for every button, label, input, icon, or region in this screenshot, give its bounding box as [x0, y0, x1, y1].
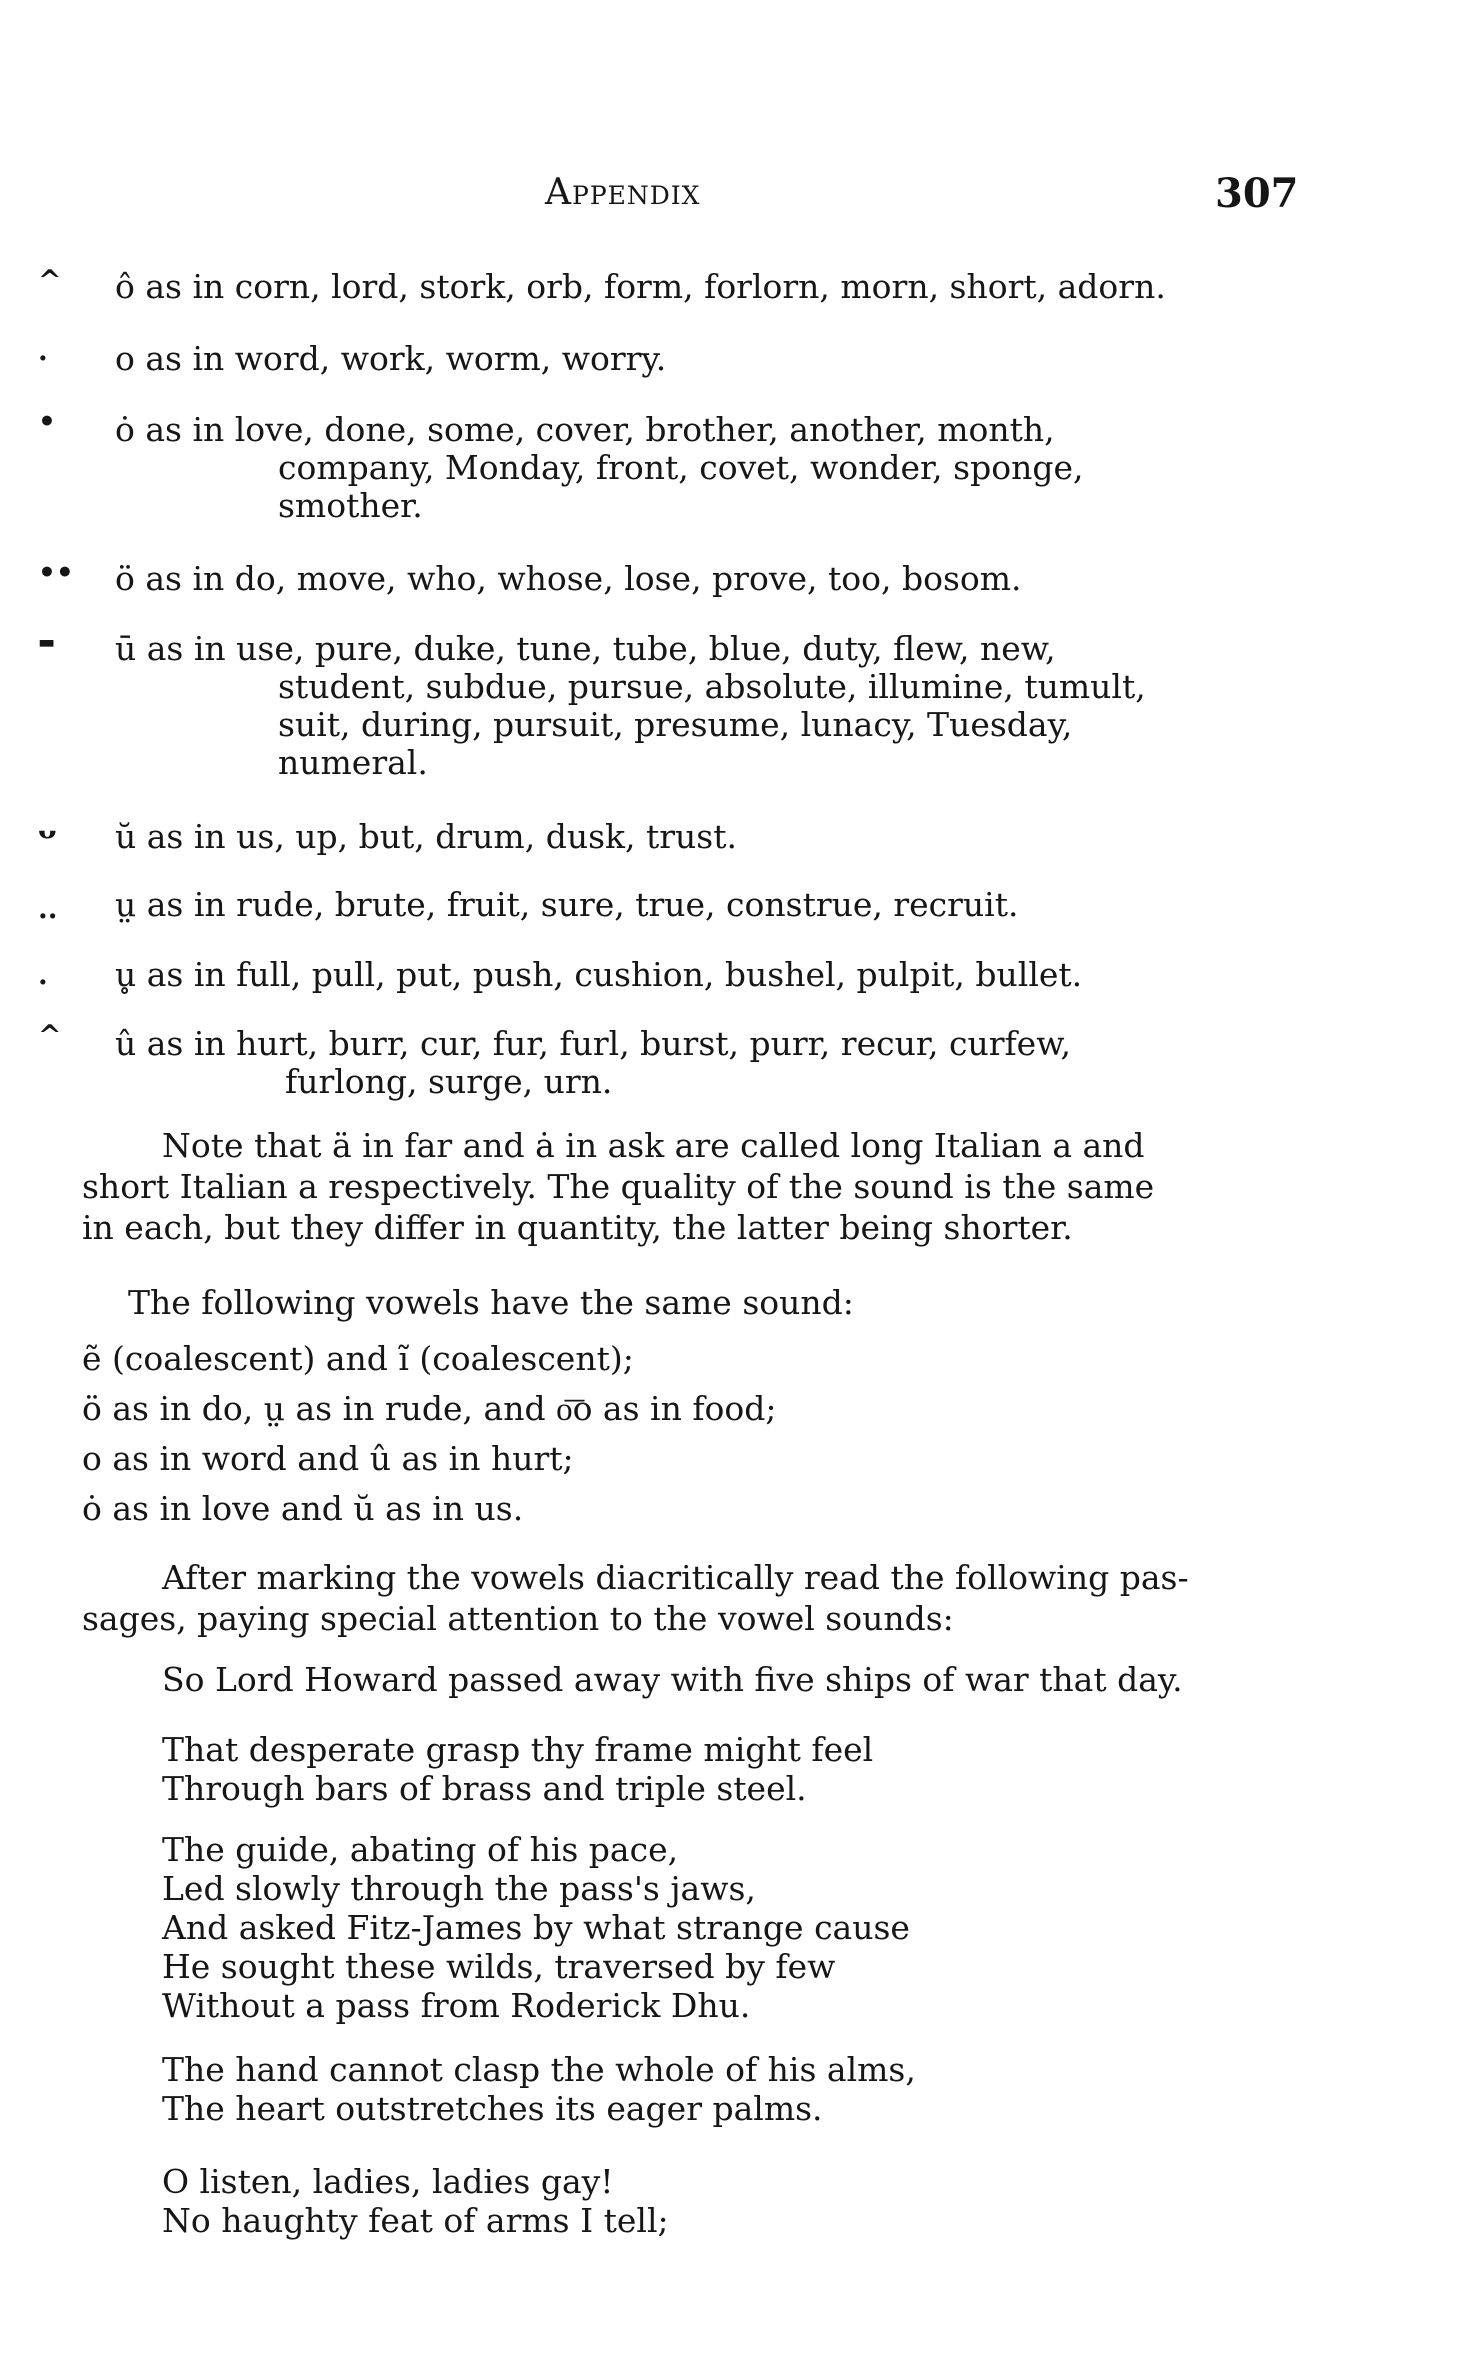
passage-line: And asked Fitz-James by what strange cause	[162, 1908, 910, 1947]
passage-line: Without a pass from Roderick Dhu.	[162, 1986, 751, 2025]
same-sound-list	[82, 1334, 777, 1534]
page-number: 307	[1215, 170, 1299, 217]
passage-line: So Lord Howard passed away with five ships of war that day.	[162, 1660, 1183, 1699]
margin-mark: •	[38, 405, 56, 438]
margin-mark: ..	[38, 892, 58, 925]
vowel-line: ṳ as in rude, brute, fruit, sure, true, construe, recruit.	[115, 885, 1019, 924]
passage-line: He sought these wilds, traversed by few	[162, 1947, 836, 1986]
vowel-line: ȯ as in love, done, some, cover, brother, another, month,	[115, 410, 1055, 449]
note-line: Note that ä in far and ȧ in ask are called long Italian a and	[162, 1126, 1145, 1165]
passage	[162, 1730, 873, 1808]
vowel-continuation: numeral.	[278, 743, 428, 782]
passage	[162, 1830, 910, 2025]
instruction-paragraph	[82, 1557, 1292, 1639]
margin-mark: .	[38, 334, 48, 367]
instruction-line: sages, paying special attention to the vowel sounds:	[82, 1599, 954, 1638]
passage	[162, 2162, 669, 2240]
vowel-line: o as in word, work, worm, worry.	[115, 339, 667, 378]
same-sound-item: ö as in do, ṳ as in rude, and o͞o as in food;	[82, 1389, 777, 1428]
vowel-line: û as in hurt, burr, cur, fur, furl, burst, purr, recur, curfew,	[115, 1024, 1072, 1063]
margin-mark: ^	[38, 264, 62, 297]
margin-mark: ^	[38, 1019, 62, 1052]
passage-line: That desperate grasp thy frame might feel	[162, 1730, 874, 1769]
passage-line: Led slowly through the pass's jaws,	[162, 1869, 756, 1908]
note-line: short Italian a respectively. The quality of the sound is the same	[82, 1167, 1155, 1206]
margin-mark: ••	[38, 556, 74, 589]
passage-line: No haughty feat of arms I tell;	[162, 2201, 669, 2240]
vowel-continuation: company, Monday, front, covet, wonder, sponge,	[278, 448, 1084, 487]
same-sound-item: o as in word and û as in hurt;	[82, 1439, 574, 1478]
passage	[162, 2050, 916, 2128]
margin-mark: ▬	[38, 632, 56, 653]
vowel-continuation: suit, during, pursuit, presume, lunacy, Tuesday,	[278, 705, 1073, 744]
margin-mark: ᴗ	[38, 812, 57, 845]
vowel-line: u̥ as in full, pull, put, push, cushion, bushel, pulpit, bullet.	[115, 955, 1083, 994]
passage	[162, 1660, 1183, 1699]
same-sound-item: ȯ as in love and ŭ as in us.	[82, 1489, 524, 1528]
note-paragraph	[82, 1125, 1292, 1248]
passage-line: O listen, ladies, ladies gay!	[162, 2162, 614, 2201]
vowel-continuation: student, subdue, pursue, absolute, illumine, tumult,	[278, 667, 1146, 706]
instruction-line: After marking the vowels diacritically read the following pas-	[162, 1558, 1189, 1597]
margin-mark: .	[38, 958, 48, 991]
passage-line: The hand cannot clasp the whole of his alms,	[162, 2050, 916, 2089]
running-header: Appendix	[545, 172, 701, 213]
same-sound-heading: The following vowels have the same sound:	[128, 1283, 854, 1322]
vowel-line: ŭ as in us, up, but, drum, dusk, trust.	[115, 817, 737, 856]
passage-line: Through bars of brass and triple steel.	[162, 1769, 807, 1808]
passage-line: The heart outstretches its eager palms.	[162, 2089, 823, 2128]
vowel-line: ū as in use, pure, duke, tune, tube, blue, duty, flew, new,	[115, 629, 1056, 668]
vowel-line: ô as in corn, lord, stork, orb, form, forlorn, morn, short, adorn.	[115, 267, 1166, 306]
same-sound-item: ẽ (coalescent) and ĩ (coalescent);	[82, 1339, 634, 1378]
vowel-line: ö as in do, move, who, whose, lose, prove, too, bosom.	[115, 559, 1022, 598]
vowel-continuation: smother.	[278, 486, 423, 525]
vowel-continuation: furlong, surge, urn.	[285, 1062, 613, 1101]
passage-line: The guide, abating of his pace,	[162, 1830, 679, 1869]
note-line: in each, but they differ in quantity, the latter being shorter.	[82, 1208, 1073, 1247]
